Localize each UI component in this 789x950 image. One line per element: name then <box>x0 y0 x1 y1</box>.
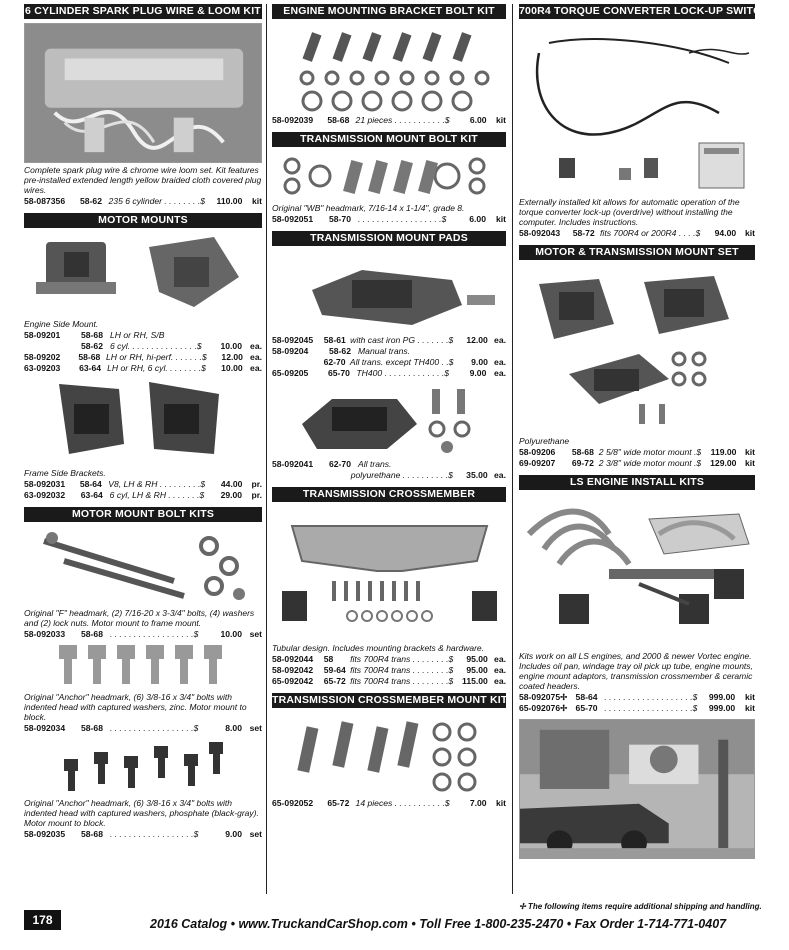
price-row <box>272 346 506 357</box>
price <box>204 330 242 341</box>
year-range: 58 <box>323 654 334 664</box>
price-row <box>272 115 506 126</box>
year-range <box>324 470 351 481</box>
part-number: 58-09206 <box>519 447 556 457</box>
part-number: 58-092043 <box>519 228 561 238</box>
row-description: Manual trans. <box>358 346 411 356</box>
price-row <box>272 357 506 368</box>
bolt-kit-phosphate-illustration <box>24 734 262 796</box>
row-description: All trans. <box>358 459 392 469</box>
bolt-kit-zinc-illustration <box>24 640 262 690</box>
price: 95.00 <box>466 665 488 675</box>
price: 7.00 <box>469 798 487 808</box>
section-title: LS ENGINE INSTALL KITS <box>519 475 755 490</box>
row-description: . . . . . . . . . . . . . . . . . .$ <box>110 723 199 733</box>
product-description: Kits work on all LS engines, and 2000 & newer Vortec engine. Includes oil pan, windage tray oil pick up tube, engine mounts, engine mount adaptors, transmission crossmember & ceramic coated headers. <box>519 651 753 691</box>
caption: Engine Side Mount. <box>24 319 99 329</box>
product-description: Original "Anchor" headmark, (6) 3/8-16 x 3/4" bolts with indented head with captured washers, phosphate (black-gray). Motor mount to block. <box>24 798 259 828</box>
unit: ea. <box>494 335 506 345</box>
year-range: 65-70 <box>575 703 598 713</box>
part-number: 58-092042 <box>272 665 314 675</box>
price-row <box>519 692 755 703</box>
row-description: polyurethane . . . . . . . . . .$ <box>350 470 453 480</box>
year-range: 63-64 <box>79 363 102 373</box>
price: 9.00 <box>471 357 488 367</box>
part-number: 58-09201 <box>24 330 61 340</box>
part-number: 65-09205 <box>272 368 309 378</box>
price-row <box>519 447 755 458</box>
year-range: 65-72 <box>323 676 346 686</box>
price <box>448 459 486 470</box>
part-number: 58-092044 <box>272 654 314 664</box>
year-range: 65-70 <box>327 368 350 378</box>
product-description: Original "Anchor" headmark, (6) 3/8-16 x 3/4" bolts with indented head with captured washers, zinc. Motor mount to block. <box>24 692 247 722</box>
year-range: 58-61 <box>323 335 346 345</box>
unit: ea. <box>494 665 506 675</box>
price: 999.00 <box>708 703 736 713</box>
row-description: . . . . . . . . . . . . . . . . . .$ <box>110 829 199 839</box>
ls-kit-illustration <box>519 494 755 649</box>
spark-plug-kit-section <box>24 4 262 207</box>
trans-crossmember-section <box>272 487 506 687</box>
row-description: V8, LH & RH . . . . . . . . .$ <box>108 479 206 489</box>
part-number: 65-092042 <box>272 676 314 686</box>
unit: ea. <box>494 368 506 378</box>
part-number <box>272 470 324 481</box>
bracket-bolt-illustration <box>272 23 506 115</box>
section-title: MOTOR MOUNT BOLT KITS <box>24 507 262 522</box>
part-number: 58-092035 <box>24 829 66 839</box>
row-description: TH400 . . . . . . . . . . . . .$ <box>356 368 450 378</box>
unit <box>486 459 506 470</box>
unit: kit <box>495 214 506 224</box>
year-range: 69-72 <box>571 458 594 468</box>
row-description: . . . . . . . . . . . . . . . . . .$ <box>358 214 447 224</box>
page-number: 178 <box>24 910 61 930</box>
part-number: 58-092034 <box>24 723 66 733</box>
unit: ea. <box>494 676 506 686</box>
price: 9.00 <box>225 829 242 839</box>
price-row <box>519 703 755 714</box>
year-range: 58-72 <box>572 228 595 238</box>
crossmember-mount-kit-section <box>272 693 506 809</box>
price-row <box>272 459 506 470</box>
price: 10.00 <box>220 629 242 639</box>
price: 8.00 <box>225 723 242 733</box>
row-description: 21 pieces . . . . . . . . . . .$ <box>355 115 450 125</box>
unit: ea. <box>494 654 506 664</box>
price-row <box>272 798 506 809</box>
row-description: fits 700R4 trans . . . . . . . .$ <box>350 654 454 664</box>
frame-side-bracket-illustration <box>24 374 262 466</box>
price-row <box>24 196 262 207</box>
price-row <box>272 654 506 665</box>
bracket-bolt-kit-section <box>272 4 506 126</box>
year-range: 62-70 <box>323 357 346 367</box>
unit: pr. <box>251 479 262 489</box>
price-row <box>272 214 506 225</box>
section-title: TRANSMISSION MOUNT BOLT KIT <box>272 132 506 147</box>
trans-pad-illustration <box>272 250 506 335</box>
price: 95.00 <box>466 654 488 664</box>
year-range: 63-64 <box>80 490 103 500</box>
row-description: 2 5/8" wide motor mount .$ <box>598 447 702 457</box>
unit: pr. <box>251 490 262 500</box>
year-range: 58-62 <box>329 346 351 356</box>
price: 999.00 <box>708 692 736 702</box>
part-number: 65-092076✢ <box>519 703 568 713</box>
price-row <box>24 363 262 374</box>
price: 44.00 <box>220 479 243 489</box>
price-row <box>24 629 262 640</box>
unit <box>242 330 262 341</box>
price: 9.00 <box>469 368 487 378</box>
price-row <box>24 330 262 341</box>
price-row <box>272 368 506 379</box>
price-row <box>272 335 506 346</box>
price: 119.00 <box>710 447 737 457</box>
year-range: 58-62 <box>81 341 103 351</box>
unit: set <box>249 723 262 733</box>
price-row <box>272 470 506 481</box>
unit: kit <box>744 447 755 457</box>
year-range: 65-72 <box>327 798 350 808</box>
row-description: . . . . . . . . . . . . . . . . . . .$ <box>604 692 698 702</box>
engine-mount-price-list <box>24 330 262 374</box>
price: 6.00 <box>469 115 487 125</box>
year-range: 58-64 <box>79 479 102 489</box>
year-range: 58-68 <box>78 352 101 362</box>
part-number: 58-087356 <box>24 196 66 206</box>
part-number <box>272 357 324 368</box>
column-1 <box>24 4 262 846</box>
mount-set-section <box>519 245 755 469</box>
unit: ea. <box>494 470 506 480</box>
product-description: Polyurethane <box>519 436 570 446</box>
unit: kit <box>495 115 506 125</box>
unit: set <box>249 829 262 839</box>
product-description: Original "WB" headmark, 7/16-14 x 1-1/4", grade 8. <box>272 203 465 213</box>
row-description: fits 700R4 or 200R4 . . . .$ <box>600 228 701 238</box>
part-number: 65-092052 <box>272 798 314 808</box>
part-number: 58-092039 <box>272 115 314 125</box>
ls-install-kits-section <box>519 475 755 859</box>
part-number: 58-092041 <box>272 459 314 469</box>
product-description: Complete spark plug wire & chrome wire loom set. Kit features pre-installed extended length yellow braided cloth covered plug wires. <box>24 165 262 195</box>
row-description: LH or RH, hi-perf. . . . . . .$ <box>105 352 207 362</box>
row-description: with cast iron PG . . . . . . .$ <box>350 335 454 345</box>
column-3 <box>519 4 789 865</box>
price: 94.00 <box>714 228 737 238</box>
column-divider-1 <box>266 4 267 894</box>
row-description: 14 pieces . . . . . . . . . . .$ <box>355 798 450 808</box>
year-range: 59-64 <box>323 665 346 675</box>
year-range: 58-68 <box>81 723 103 733</box>
price: 12.00 <box>466 335 488 345</box>
section-title: MOTOR & TRANSMISSION MOUNT SET <box>519 245 755 260</box>
section-title: TRANSMISSION CROSSMEMBER <box>272 487 506 502</box>
part-number: 58-092031 <box>24 479 66 489</box>
price: 10.00 <box>220 341 242 351</box>
trans-bolt-illustration <box>272 151 506 201</box>
unit: kit <box>251 196 263 206</box>
motor-mount-bolt-kits-section <box>24 507 262 840</box>
year-range: 58-68 <box>81 629 103 639</box>
store-truck-photo <box>519 719 755 859</box>
price-row <box>24 723 262 734</box>
year-range: 58-70 <box>329 214 351 224</box>
shipping-note: ✢ The following items require additional shipping and handling. <box>519 902 762 911</box>
year-range: 58-62 <box>80 196 102 206</box>
catalog-footer: 2016 Catalog • www.TruckandCarShop.com • Toll Free 1-800-235-2470 • Fax Order 1-714-771-0407 <box>150 917 727 931</box>
row-description: . . . . . . . . . . . . . . . . . .$ <box>110 629 199 639</box>
price-row <box>519 228 755 239</box>
row-description: LH or RH, 6 cyl. . . . . . . .$ <box>107 363 206 373</box>
poly-trans-pad-illustration <box>272 379 506 459</box>
price-row <box>24 341 262 352</box>
product-description: Tubular design. Includes mounting brackets & hardware. <box>272 643 484 653</box>
price-row <box>24 829 262 840</box>
row-description: All trans. except TH400 . .$ <box>349 357 454 367</box>
row-description: fits 700R4 trans . . . . . . . .$ <box>350 676 454 686</box>
unit <box>486 346 506 357</box>
part-number: 58-092033 <box>24 629 66 639</box>
price: 110.00 <box>216 196 243 206</box>
unit: kit <box>744 703 755 713</box>
caption: Frame Side Brackets. <box>24 468 106 478</box>
price-row <box>272 665 506 676</box>
column-2 <box>272 4 506 815</box>
part-number: 69-09207 <box>519 458 556 468</box>
row-description: 235 6 cylinder . . . . . . . .$ <box>108 196 206 206</box>
lockup-switch-kit-section <box>519 4 789 239</box>
part-number: 58-09202 <box>24 352 61 362</box>
section-title: ENGINE MOUNTING BRACKET BOLT KIT <box>272 4 506 19</box>
part-number: 58-092075✢ <box>519 692 568 702</box>
section-title: 6 CYLINDER SPARK PLUG WIRE & LOOM KIT <box>25 5 261 17</box>
price-row <box>519 458 755 469</box>
motor-mounts-section <box>24 213 262 501</box>
trans-mount-bolt-kit-section <box>272 132 506 225</box>
year-range: 58-68 <box>81 330 103 340</box>
section-title: TRANSMISSION MOUNT PADS <box>272 231 506 246</box>
section-title: MOTOR MOUNTS <box>24 213 262 228</box>
price: 29.00 <box>220 490 243 500</box>
price: 115.00 <box>462 676 488 686</box>
column-divider-2 <box>512 4 513 894</box>
part-number: 58-09204 <box>272 346 309 356</box>
lockup-kit-illustration <box>519 23 755 195</box>
unit: kit <box>744 228 755 238</box>
product-description: Original "F" headmark, (2) 7/16-20 x 3-3/4" bolts, (4) washers and (2) lock nuts. Motor mount to frame mount. <box>24 608 255 628</box>
unit: kit <box>744 458 755 468</box>
row-description: 2 3/8" wide motor mount .$ <box>598 458 702 468</box>
crossmember-kit-illustration <box>272 712 506 798</box>
part-number: 58-092045 <box>272 335 314 345</box>
price: 10.00 <box>221 363 243 373</box>
row-description: LH or RH, S/B <box>110 330 165 340</box>
price-row <box>272 676 506 687</box>
price <box>448 346 486 357</box>
unit: kit <box>495 798 506 808</box>
row-description: . . . . . . . . . . . . . . . . . . .$ <box>604 703 698 713</box>
year-range: 62-70 <box>329 459 351 469</box>
part-number <box>24 341 81 352</box>
price-row <box>24 479 262 490</box>
year-range: 58-68 <box>327 115 350 125</box>
unit: ea. <box>494 357 506 367</box>
bolt-kit-1-illustration <box>24 526 262 606</box>
year-range: 58-68 <box>81 829 103 839</box>
price: 35.00 <box>466 470 488 480</box>
unit: ea. <box>250 341 262 351</box>
mount-set-illustration <box>519 264 755 434</box>
price: 12.00 <box>221 352 243 362</box>
row-description: 6 cyl. . . . . . . . . . . . . . .$ <box>110 341 202 351</box>
year-range: 58-68 <box>571 447 594 457</box>
price-row <box>24 490 262 501</box>
trans-mount-pads-section <box>272 231 506 481</box>
part-number: 63-09203 <box>24 363 61 373</box>
section-title: 700R4 TORQUE CONVERTER LOCK-UP SWITCH KIT <box>519 5 789 17</box>
unit: ea. <box>250 363 262 373</box>
product-description: Externally installed kit allows for automatic operation of the torque converter lock-up (overdrive) without installing the computer. Includes instructions. <box>519 197 740 227</box>
price: 6.00 <box>469 214 486 224</box>
part-number: 58-092051 <box>272 214 314 224</box>
engine-side-mount-illustration <box>24 232 262 317</box>
row-description: fits 700R4 trans . . . . . . . .$ <box>350 665 454 675</box>
price-row <box>24 352 262 363</box>
crossmember-illustration <box>272 506 506 641</box>
section-title: TRANSMISSION CROSSMEMBER MOUNT KIT <box>272 694 508 706</box>
unit: ea. <box>250 352 262 362</box>
part-number: 63-092032 <box>24 490 66 500</box>
spark-plug-engine-photo <box>24 23 262 163</box>
year-range: 58-64 <box>575 692 598 702</box>
row-description: 6 cyl, LH & RH . . . . . . .$ <box>109 490 205 500</box>
price: 129.00 <box>710 458 737 468</box>
unit: kit <box>744 692 755 702</box>
unit: set <box>249 629 262 639</box>
